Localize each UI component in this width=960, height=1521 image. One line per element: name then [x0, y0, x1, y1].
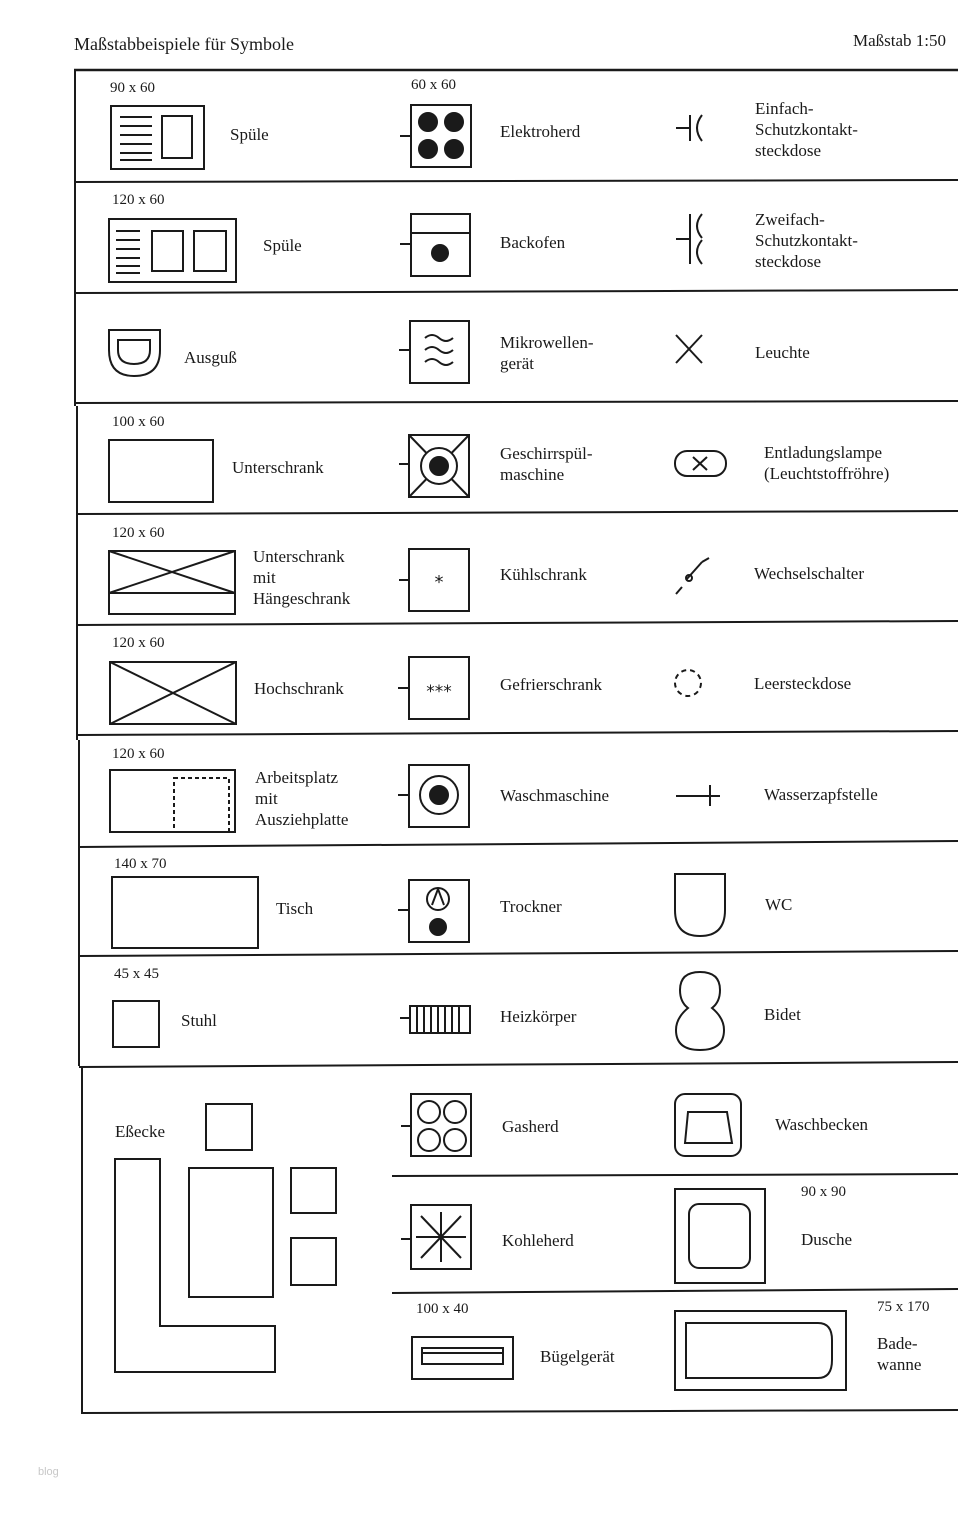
- scale-label: Maßstab 1:50: [853, 31, 947, 50]
- item-label: Arbeitsplatz mit Ausziehplatte: [255, 768, 349, 829]
- watermark: blog: [38, 1466, 59, 1478]
- item-label: Bade- wanne: [877, 1334, 922, 1374]
- table-symbol: [112, 877, 258, 948]
- item-label: Bidet: [764, 1005, 801, 1024]
- item-label: Unterschrank: [232, 458, 324, 477]
- item-label: Dusche: [801, 1230, 852, 1249]
- item-label: Hochschrank: [254, 679, 344, 698]
- item-label: Spüle: [263, 236, 302, 255]
- dryer-symbol: [398, 880, 469, 942]
- dim-label: 90 x 90: [801, 1184, 846, 1200]
- item-label: Eßecke: [115, 1122, 166, 1141]
- item-label: Mikrowellen- gerät: [500, 333, 594, 373]
- item-label: Backofen: [500, 233, 566, 252]
- item-label: Heizkörper: [500, 1007, 577, 1026]
- freezer-symbol: [398, 657, 469, 719]
- dim-label: 45 x 45: [114, 966, 159, 982]
- item-label: Leuchte: [755, 343, 810, 362]
- dim-label: 100 x 40: [416, 1301, 469, 1317]
- water-tap-symbol: [676, 785, 720, 806]
- bathtub-symbol: [675, 1311, 846, 1390]
- light-symbol: [676, 335, 702, 363]
- sink-120x60-symbol: [109, 219, 236, 282]
- svg-text:*: *: [434, 572, 444, 593]
- changeover-switch-symbol: [676, 558, 709, 594]
- radiator-symbol: [400, 1006, 470, 1033]
- worktop-pullout-symbol: [110, 770, 235, 832]
- item-label: Tisch: [276, 899, 314, 918]
- dim-label: 120 x 60: [112, 192, 165, 208]
- item-label: Spüle: [230, 125, 269, 144]
- coal-stove-symbol: [401, 1205, 471, 1269]
- washing-machine-symbol: [398, 765, 469, 827]
- dim-label: 90 x 60: [110, 80, 155, 96]
- dining-corner-symbol: [115, 1104, 336, 1372]
- item-label: Waschbecken: [775, 1115, 869, 1134]
- dishwasher-symbol: [399, 435, 469, 497]
- item-label: Gasherd: [502, 1117, 559, 1136]
- dim-label: 120 x 60: [112, 635, 165, 651]
- item-label: Trockner: [500, 897, 562, 916]
- slop-sink-symbol: [109, 330, 160, 376]
- fridge-symbol: [399, 549, 469, 611]
- item-label: Waschmaschine: [500, 786, 610, 805]
- item-label: Kohleherd: [502, 1231, 574, 1250]
- double-socket-symbol: [676, 214, 702, 264]
- base-wall-cabinet-symbol: [109, 551, 235, 614]
- electric-stove-symbol: [400, 105, 471, 167]
- washbasin-symbol: [675, 1094, 741, 1156]
- item-label: Geschirrspül- maschine: [500, 444, 593, 484]
- tall-cabinet-symbol: [110, 662, 236, 724]
- bidet-symbol: [676, 972, 724, 1050]
- dim-label: 120 x 60: [112, 746, 165, 762]
- dim-label: 75 x 170: [877, 1299, 930, 1315]
- dim-label: 140 x 70: [114, 856, 167, 872]
- page-title: Maßstabbeispiele für Symbole: [74, 34, 294, 54]
- dim-label: 60 x 60: [411, 77, 456, 93]
- wc-symbol: [675, 874, 725, 936]
- item-label: Zweifach- Schutzkontakt- steckdose: [755, 210, 858, 271]
- item-label: Stuhl: [181, 1011, 217, 1030]
- oven-symbol: [400, 214, 470, 276]
- base-cabinet-symbol: [109, 440, 213, 502]
- item-label: Einfach- Schutzkontakt- steckdose: [755, 99, 858, 160]
- item-label: Gefrierschrank: [500, 675, 602, 694]
- svg-text:***: ***: [426, 682, 452, 702]
- item-label: Kühlschrank: [500, 565, 587, 584]
- item-label: Entladungslampe (Leuchtstoffröhre): [764, 443, 890, 483]
- chair-symbol: [113, 1001, 159, 1047]
- shower-symbol: [675, 1189, 765, 1283]
- empty-socket-symbol: [675, 670, 701, 696]
- fluorescent-lamp-symbol: [675, 451, 726, 476]
- dim-label: 100 x 60: [112, 414, 165, 430]
- dim-label: 120 x 60: [112, 525, 165, 541]
- sink-90x60-symbol: [111, 106, 204, 169]
- item-label: Wasserzapfstelle: [764, 785, 878, 804]
- microwave-symbol: [399, 321, 469, 383]
- item-label: Leersteckdose: [754, 674, 852, 693]
- item-label: WC: [765, 895, 793, 914]
- item-label: Ausguß: [184, 348, 237, 367]
- item-label: Unterschrank mit Hängeschrank: [253, 547, 351, 608]
- gas-stove-symbol: [401, 1094, 471, 1156]
- item-label: Bügelgerät: [540, 1347, 615, 1366]
- ironing-machine-symbol: [412, 1337, 513, 1379]
- item-label: Wechselschalter: [754, 564, 865, 583]
- single-socket-symbol: [676, 115, 702, 141]
- item-label: Elektroherd: [500, 122, 581, 141]
